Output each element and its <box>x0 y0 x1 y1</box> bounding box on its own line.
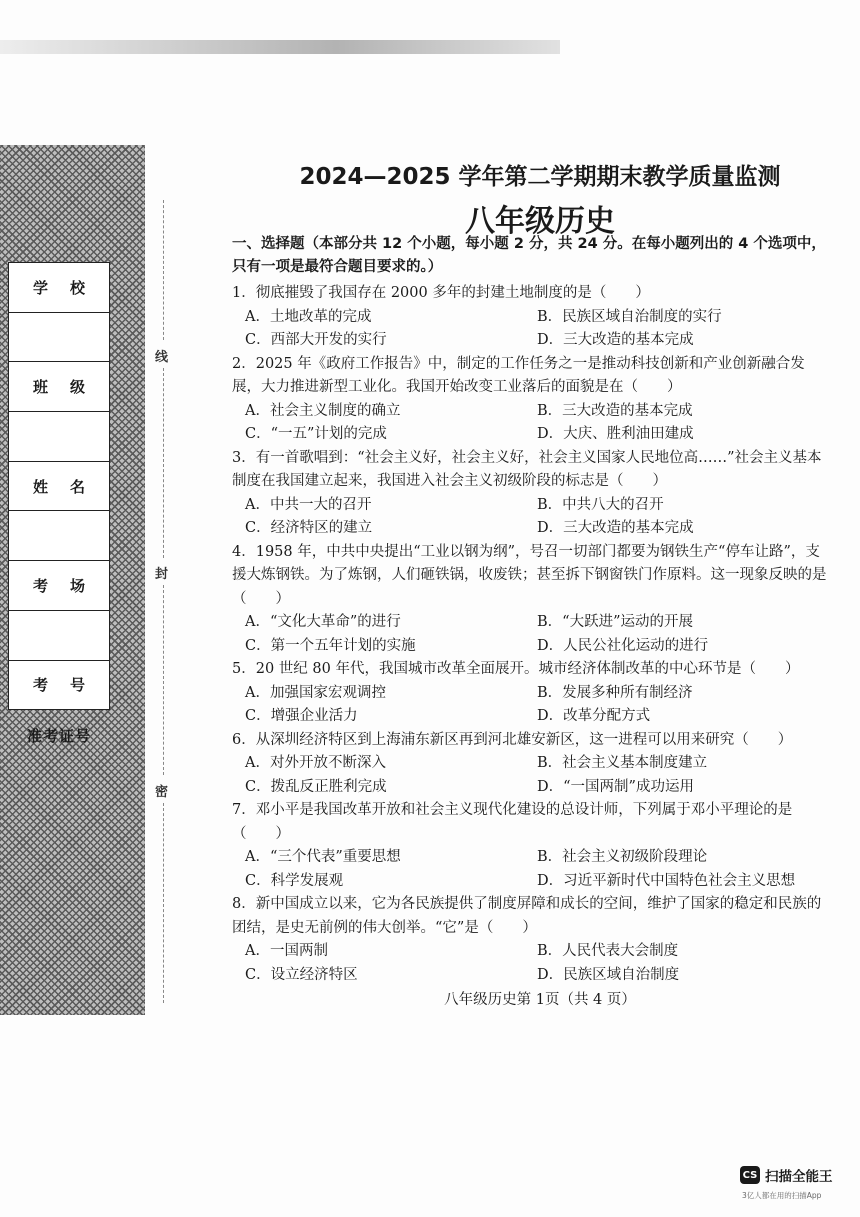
option-b: B．民族区域自治制度的实行 <box>537 308 722 325</box>
seal-line-segment <box>163 803 164 1003</box>
question-5 <box>232 658 832 729</box>
camscanner-app-name: 扫描全能王 <box>765 1169 833 1185</box>
question-stem: 7．邓小平是我国改革开放和社会主义现代化建设的总设计师，下列属于邓小平理论的是（ ） <box>232 802 793 842</box>
student-info-box <box>8 262 110 745</box>
option-d: D．大庆、胜利油田建成 <box>537 426 694 442</box>
seal-char-line: 线 <box>155 350 169 365</box>
option-c: C．经济特区的建立 <box>245 520 373 536</box>
option-b: B．三大改造的基本完成 <box>537 402 693 419</box>
field-school[interactable] <box>9 313 109 363</box>
option-b: B．发展多种所有制经济 <box>537 684 693 701</box>
field-class[interactable] <box>9 412 109 462</box>
option-b: B．“大跃进”运动的开展 <box>537 614 693 630</box>
question-4 <box>232 541 832 659</box>
option-b: B．社会主义初级阶段理论 <box>537 849 708 865</box>
option-c: C．第一个五年计划的实施 <box>245 637 416 654</box>
label-class: 班级 <box>9 362 109 412</box>
option-a: A．加强国家宏观调控 <box>245 684 386 701</box>
exam-title: 2024—2025 学年第二学期期末教学质量监测 <box>299 164 781 190</box>
camscanner-tagline: 3亿人都在用的扫描App <box>742 1191 822 1200</box>
question-list <box>232 282 832 987</box>
question-2 <box>232 353 832 447</box>
scan-shadow <box>0 40 560 54</box>
question-stem: 5．20 世纪 80 年代，我国城市改革全面展开。城市经济体制改革的中心环节是（ ） <box>232 661 800 677</box>
exam-subject: 八年级历史 <box>465 204 615 239</box>
option-d: D．三大改造的基本完成 <box>537 332 694 348</box>
option-d: D．改革分配方式 <box>537 708 651 724</box>
option-c: C．拨乱反正胜利完成 <box>245 778 387 795</box>
label-name: 姓名 <box>9 462 109 512</box>
question-stem: 6．从深圳经济特区到上海浦东新区再到河北雄安新区，这一进程可以用来研究（ ） <box>232 731 793 748</box>
option-c: C．西部大开发的实行 <box>245 332 387 348</box>
label-school: 学校 <box>9 263 109 313</box>
label-admission-ticket: 准考证号 <box>26 726 91 745</box>
option-c: C．科学发展观 <box>245 872 344 889</box>
option-c: C．“一五”计划的完成 <box>245 426 387 442</box>
option-d: D．民族区域自治制度 <box>537 966 680 983</box>
seal-line-segment <box>163 368 164 558</box>
field-name[interactable] <box>9 511 109 561</box>
camscanner-watermark <box>740 1165 833 1185</box>
seal-line-segment <box>163 585 164 775</box>
question-3 <box>232 447 832 541</box>
option-a: A．“三个代表”重要思想 <box>245 849 401 865</box>
option-a: A．中共一大的召开 <box>245 496 372 513</box>
seal-char-seal: 封 <box>155 567 169 582</box>
question-stem: 2．2025 年《政府工作报告》中，制定的工作任务之一是推动科技创新和产业创新融合发展，大力推进新型工业化。我国开始改变工业落后的面貌是在（ ） <box>232 355 805 395</box>
label-exam-room: 考场 <box>9 561 109 611</box>
question-6 <box>232 729 832 800</box>
option-a: A．社会主义制度的确立 <box>245 402 401 419</box>
option-a: A．“文化大革命”的进行 <box>245 614 401 630</box>
seal-line-segment <box>163 200 164 340</box>
option-b: B．社会主义基本制度建立 <box>537 755 708 771</box>
option-d: D．习近平新时代中国特色社会主义思想 <box>537 872 796 889</box>
option-b: B．中共八大的召开 <box>537 496 664 513</box>
question-stem: 1．彻底摧毁了我国存在 2000 多年的封建土地制度的是（ ） <box>232 285 650 301</box>
question-stem: 8．新中国成立以来，它为各民族提供了制度屏障和成长的空间，维护了国家的稳定和民族的团结，是史无前例的伟大创举。“它”是（ ） <box>232 896 822 936</box>
option-a: A．对外开放不断深入 <box>245 755 386 771</box>
option-d: D．“一国两制”成功运用 <box>537 778 694 795</box>
question-stem: 3．有一首歌唱到：“社会主义好，社会主义好，社会主义国家人民地位高……”社会主义基本制度在我国建立起来，我国进入社会主义初级阶段的标志是（ ） <box>232 449 822 489</box>
label-exam-number: 考号 <box>9 661 109 711</box>
option-a: A．土地改革的完成 <box>245 308 372 325</box>
field-exam-room[interactable] <box>9 611 109 661</box>
page-footer: 八年级历史第 1页（共 4 页） <box>444 992 636 1008</box>
seal-char-secret: 密 <box>155 785 169 800</box>
option-c: C．增强企业活力 <box>245 708 358 724</box>
camscanner-logo-icon: CS <box>740 1166 760 1184</box>
question-stem: 4．1958 年，中共中央提出“工业以钢为纲”，号召一切部门都要为钢铁生产“停车让路”，支援大炼钢铁。为了炼钢，人们砸铁锅，收废铁；甚至拆下钢窗铁门作原料。这一现象反映的是（ ） <box>232 543 827 607</box>
question-8 <box>232 893 832 987</box>
option-d: D．人民公社化运动的进行 <box>537 637 709 654</box>
option-a: A．一国两制 <box>245 943 328 959</box>
question-7 <box>232 799 832 893</box>
option-c: C．设立经济特区 <box>245 966 358 983</box>
section-heading: 一、选择题（本部分共 12 个小题，每小题 2 分，共 24 分。在每小题列出的 4 个选项中，只有一项是最符合题目要求的。） <box>232 236 826 275</box>
option-d: D．三大改造的基本完成 <box>537 520 694 536</box>
question-1 <box>232 282 832 353</box>
option-b: B．人民代表大会制度 <box>537 943 679 959</box>
